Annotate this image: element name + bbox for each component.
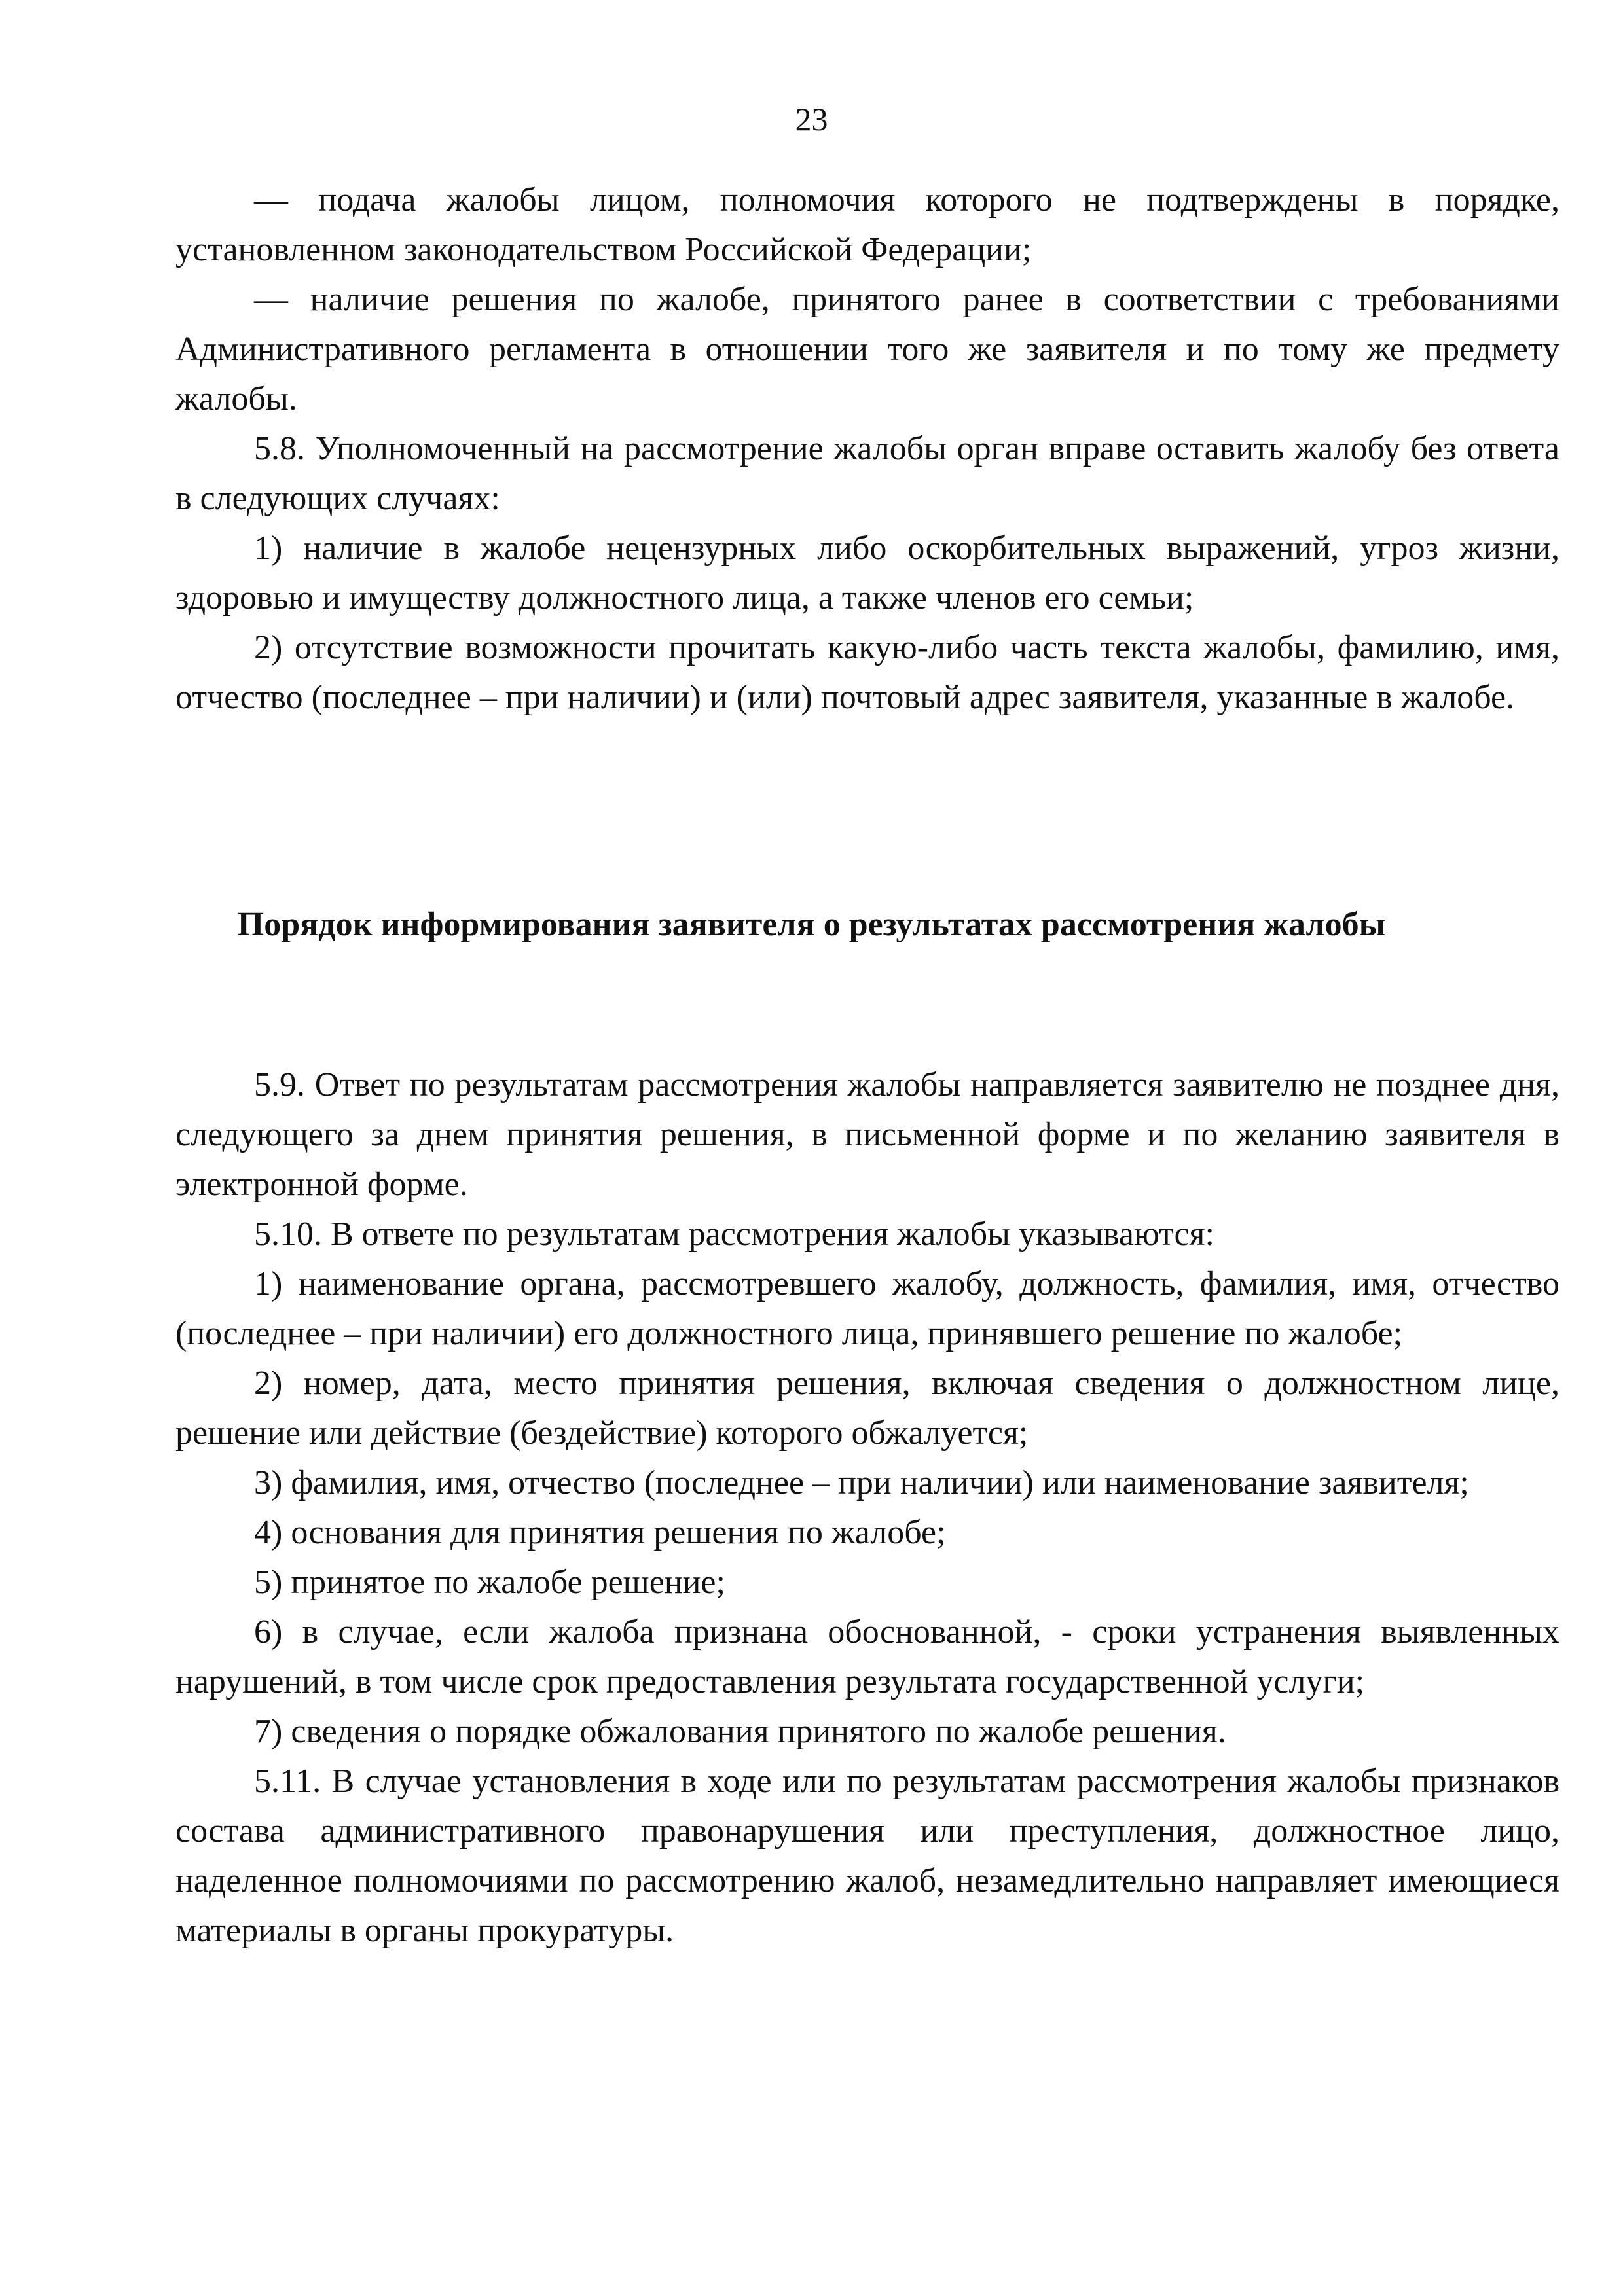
paragraph-5-8: 5.8. Уполномоченный на рассмотрение жалобы орган вправе оставить жалобу без ответа в следующих случаях: xyxy=(175,430,1559,517)
paragraph-5-11: 5.11. В случае установления в ходе или по результатам рассмотрения жалобы признаков состава административного правонарушения или преступления, должностное лицо, наделенное полномочиями по рассмотрению жалоб, незамедлительно направляет имеющиеся материалы в органы прокуратуры. xyxy=(175,1763,1559,1949)
paragraph-5-10: 5.10. В ответе по результатам рассмотрения жалобы указываются: xyxy=(254,1215,1214,1253)
paragraph-5-10-item-4: 4) основания для принятия решения по жалобе; xyxy=(254,1514,946,1551)
paragraph-5-10-item-5: 5) принятое по жалобе решение; xyxy=(254,1564,725,1601)
paragraph-5-8-item-1: 1) наличие в жалобе нецензурных либо оскорбительных выражений, угроз жизни, здоровью и имуществу должностного лица, а также членов его семьи; xyxy=(175,529,1559,617)
paragraph-5-10-item-7: 7) сведения о порядке обжалования принятого по жалобе решения. xyxy=(254,1713,1226,1750)
text-block-bottom xyxy=(175,1060,1559,1956)
paragraph-5-9: 5.9. Ответ по результатам рассмотрения жалобы направляется заявителю не позднее дня, следующего за днем принятия решения, в письменной форме и по желанию заявителя в электронной форме. xyxy=(175,1066,1559,1203)
page-number: 23 xyxy=(795,101,828,137)
paragraph-5-10-item-1: 1) наименование органа, рассмотревшего жалобу, должность, фамилия, имя, отчество (последнее – при наличии) его должностного лица, принявшего решение по жалобе; xyxy=(175,1265,1559,1352)
paragraph-5-10-item-3: 3) фамилия, имя, отчество (последнее – при наличии) или наименование заявителя; xyxy=(254,1464,1469,1501)
text-block-top xyxy=(175,175,1559,723)
paragraph-5-10-item-2: 2) номер, дата, место принятия решения, включая сведения о должностном лице, решение или действие (бездействие) которого обжалуется; xyxy=(175,1365,1559,1452)
paragraph-5-8-item-2: 2) отсутствие возможности прочитать какую-либо часть текста жалобы, фамилию, имя, отчество (последнее – при наличии) и (или) почтовый адрес заявителя, указанные в жалобе. xyxy=(175,629,1559,716)
paragraph-dash-item-prior-decision: — наличие решения по жалобе, принятого ранее в соответствии с требованиями Административного регламента в отношении того же заявителя и по тому же предмету жалобы. xyxy=(175,281,1559,418)
paragraph-dash-item-authority: — подача жалобы лицом, полномочия которого не подтверждены в порядке, установленном законодательством Российской Федерации; xyxy=(175,181,1559,268)
section-heading: Порядок информирования заявителя о результатах рассмотрения жалобы xyxy=(237,906,1386,943)
paragraph-5-10-item-6: 6) в случае, если жалоба признана обоснованной, - сроки устранения выявленных нарушений, в том числе срок предоставления результата государственной услуги; xyxy=(175,1613,1559,1700)
